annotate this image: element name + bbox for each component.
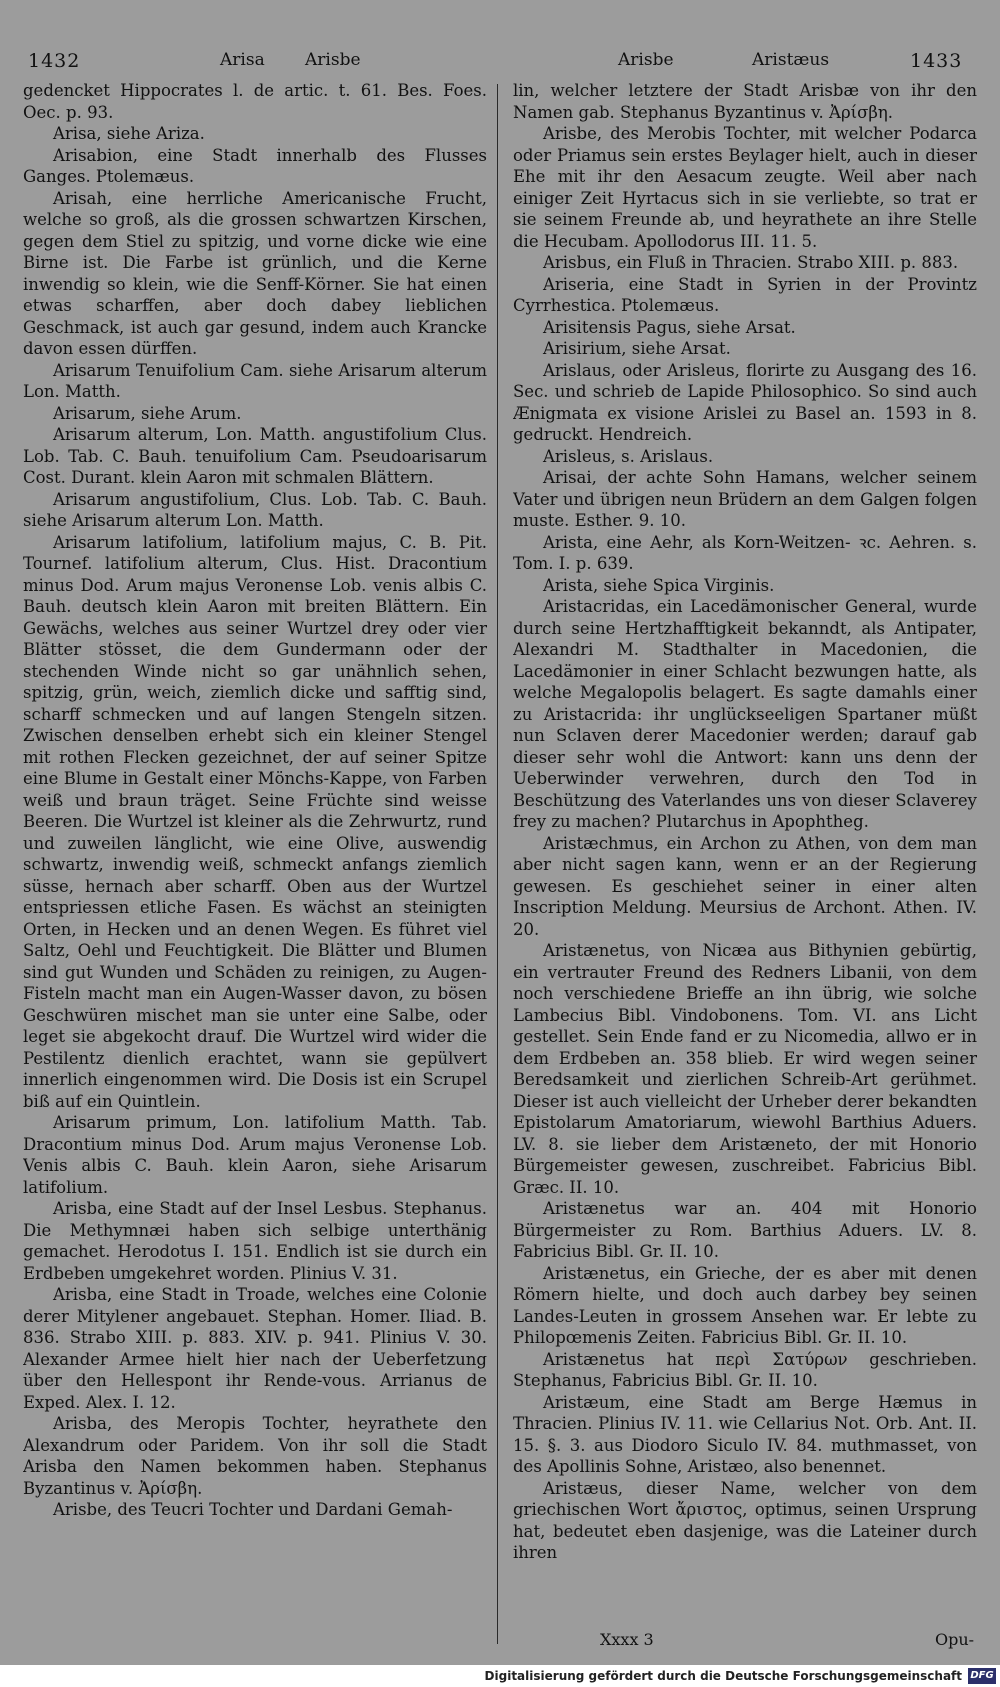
left-page-number: 1432 <box>28 50 81 72</box>
entry-paragraph: gedencket Hippocrates l. de artic. t. 61. Bes. Foes. Oec. p. 93. <box>23 81 487 122</box>
entry-paragraph: Arisirium, siehe Arsat. <box>543 339 731 358</box>
entry-paragraph: Arisarum angustifolium, Clus. Lob. Tab. C. Bauh. siehe Arisarum alterum Lon. Matth. <box>23 489 487 530</box>
entry-paragraph: Aristænetus hat περὶ Σατύρων geschrieben. Stephanus, Fabricius Bibl. Gr. II. 10. <box>513 1349 977 1390</box>
entry-paragraph: Arisarum Tenuifolium Cam. siehe Arisarum alterum Lon. Matth. <box>23 360 487 401</box>
entry-paragraph: Aristæum, eine Stadt am Berge Hæmus in Thracien. Plinius IV. 11. wie Cellarius Not. Orb. Ant. II. 15. §. 3. aus Diodoro Siculo IV. 84. muthmasset, von des Apollinis Sohne, Aristæo, also benennet. <box>513 1392 977 1476</box>
entry-paragraph: Arisarum latifolium, latifolium majus, C. B. Pit. Tournef. latifolium alterum, Clus. Hist. Dracontium minus Dod. Arum majus Veronense Lob. venis albis C. Bauh. deutsch klein Aaron mit breiten Blättern. Ein Gewächs, welches aus seiner Wurtzel drey oder vier Blätter stösset, die dem Gundermann oder der stechenden Winde nicht so gar unähnlich sehen, spitzig, grün, weich, ziemlich dicke und safftig sind, scharff schmecken und auf langen Stengeln sitzen. Zwischen denselben erhebt sich ein kleiner Stengel mit rothen Flecken gezeichnet, der auf seiner Spitze eine Blume in Gestalt einer Mönchs-Kappe, von Farben weiß und braun träget. Seine Früchte sind weisse Beeren. Die Wurtzel ist kleiner als die Zehrwurtz, rund und zuweilen länglicht, wie eine Olive, auswendig schwartz, inwendig weiß, schmeckt anfangs ziemlich süsse, hernach aber scharff. Oben aus der Wurtzel entspriessen etliche Fasen. Es wächst an steinigten Orten, in Hecken und an denen Wegen. Es führet viel Saltz, Oehl und Feuchtigkeit. Die Blätter und Blumen sind gut Wunden und Schäden zu reinigen, zu Augen-Fisteln macht man ein Augen-Wasser davon, zu bösen Geschwüren mischet man sie unter eine Salbe, oder leget sie abgekocht drauf. Die Wurtzel wird wider die Pestilentz dienlich erachtet, wann sie gepülvert innerlich eingenommen wird. Die Dosis ist ein Scrupel biß auf ein Quintlein. <box>23 532 487 1111</box>
entry-paragraph: lin, welcher letztere der Stadt Arisbæ von ihr den Namen gab. Stephanus Byzantinus v. Ἀρίσβη. <box>513 81 977 122</box>
left-text-column <box>23 80 487 1637</box>
right-header-word-1: Arisbe <box>618 50 674 70</box>
entry-paragraph: Arislaus, oder Arisleus, florirte zu Ausgang des 16. Sec. und schrieb de Lapide Philosophico. So sind auch Ænigmata ex visione Arislei zu Basel an. 1593 in 8. gedruckt. Hendreich. <box>513 360 977 444</box>
entry-paragraph: Arisah, eine herrliche Americanische Frucht, welche so groß, als die grossen schwartzen Kirschen, gegen dem Stiel zu spitzig, und vorne dicke wie eine Birne ist. Die Farbe ist grünlich, und die Kerne inwendig so klein, wie die Senff-Körner. Sie hat einen etwas scharffen, aber doch dabey lieblichen Geschmack, ist auch gar gesund, indem auch Krancke davon essen dürffen. <box>23 188 487 358</box>
right-page-number: 1433 <box>910 50 963 72</box>
entry-paragraph: Arisitensis Pagus, siehe Arsat. <box>543 317 796 337</box>
entry-paragraph: Arisai, der achte Sohn Hamans, welcher seinem Vater und übrigen neun Brüdern an dem Galgen folgen muste. Esther. 9. 10. <box>513 468 977 530</box>
entry-paragraph: Aristæus, dieser Name, welcher von dem griechischen Wort ἄριστος, optimus, seinen Ursprung hat, bedeutet eben dasjenige, was die Lateiner durch ihren <box>513 1478 977 1562</box>
column-divider <box>497 84 498 1644</box>
signature-mark: Xxxx 3 <box>600 1630 654 1649</box>
catchword: Opu- <box>935 1630 975 1649</box>
entry-paragraph: Aristænetus, von Nicæa aus Bithynien gebürtig, ein vertrauter Freund des Redners Libanii, von dem noch verschiedene Brieffe an ihn übrig, wie solche Lambecius Bibl. Vindobonens. Tom. VI. ans Licht gestellet. Sein Ende fand er zu Nicomedia, allwo er in dem Erdbeben an. 358 blieb. Er wird wegen seiner Beredsamkeit und zierlichen Schreib-Art gerühmet. Dieser ist auch vielleicht der Urheber derer bekandten Epistolarum Amatoriarum, wiewohl Barthius Aduers. LV. 8. sie lieber dem Aristæneto, der mit Honorio Bürgemeister gewesen, zuschreibet. Fabricius Bibl. Græc. II. 10. <box>513 941 977 1197</box>
entry-paragraph: Arisba, eine Stadt in Troade, welches eine Colonie derer Mitylener angebauet. Stephan. Homer. Iliad. B. 836. Strabo XIII. p. 883. XIV. p. 941. Plinius V. 30. Alexander Armee hielt hier nach der Ueberfetzung über den Hellespont ihr Rende-vous. Arrianus de Exped. Alex. I. 12. <box>23 1285 487 1412</box>
entry-paragraph: Arista, eine Aehr, als Korn-Weitzen- ꝛc. Aehren. s. Tom. I. p. 639. <box>513 532 977 573</box>
entry-paragraph: Arisleus, s. Arislaus. <box>543 446 714 466</box>
entry-paragraph: Arisa, siehe Ariza. <box>53 124 205 143</box>
entry-paragraph: Aristacridas, ein Lacedämonischer General, wurde durch seine Hertzhafftigkeit bekanndt, als Antipater, Alexandri M. Stadthalter in Macedonien, die Lacedämonier in einer Schlacht bezwungen hatte, als welche Megalopolis belagert. Es sagte damahls einer zu Aristacrida: ihr unglückseeligen Spartaner müßt nun Sclaven derer Macedonier werden; darauf gab dieser sehr wohl die Antwort: kann uns denn der Ueberwinder verwehren, durch den Tod in Beschützung des Vaterlandes uns von dieser Sclaverey frey zu machen? Plutarchus in Apophtheg. <box>513 597 977 831</box>
left-header-word-1: Arisa <box>220 50 265 70</box>
right-header-word-2: Aristæus <box>752 50 830 70</box>
right-text-column <box>513 80 977 1637</box>
entry-paragraph: Ariseria, eine Stadt in Syrien in der Provintz Cyrrhestica. Ptolemæus. <box>513 274 977 315</box>
entry-paragraph: Arisarum alterum, Lon. Matth. angustifolium Clus. Lob. Tab. C. Bauh. tenuifolium Cam. Pseudoarisarum Cost. Durant. klein Aaron mit schmalen Blättern. <box>23 425 487 487</box>
entry-paragraph: Aristæchmus, ein Archon zu Athen, von dem man aber nicht sagen kann, wenn er an der Regierung gewesen. Es geschiehet seiner in einer alten Inscription Meldung. Meursius de Archont. Athen. IV. 20. <box>513 833 977 939</box>
entry-paragraph: Arisarum primum, Lon. latifolium Matth. Tab. Dracontium minus Dod. Arum majus Veronense Lob. Venis albis C. Bauh. klein Aaron, siehe Arisarum latifolium. <box>23 1113 487 1197</box>
dfg-logo-icon: DFG <box>968 1668 996 1684</box>
entry-paragraph: Aristænetus war an. 404 mit Honorio Bürgermeister zu Rom. Barthius Aduers. LV. 8. Fabricius Bibl. Gr. II. 10. <box>513 1199 977 1261</box>
footer-credit-text: Digitalisierung gefördert durch die Deutsche Forschungsgemeinschaft <box>484 1669 962 1683</box>
right-page-header <box>510 50 1000 78</box>
entry-paragraph: Arista, siehe Spica Virginis. <box>543 575 775 595</box>
entry-paragraph: Arisbe, des Teucri Tochter und Dardani Gemah- <box>53 1500 453 1519</box>
entry-paragraph: Arisba, des Meropis Tochter, heyrathete den Alexandrum oder Paridem. Von ihr soll die Stadt Arisba den Namen bekommen haben. Stephanus Byzantinus v. Ἀρίσβη. <box>23 1414 487 1498</box>
left-page-header <box>0 50 490 78</box>
entry-paragraph: Aristænetus, ein Grieche, der es aber mit denen Römern hielte, und doch auch darbey bey seinen Landes-Leuten in grossem Ansehen war. Er lebte zu Philopœmenis Zeiten. Fabricius Bibl. Gr. II. 10. <box>513 1263 977 1347</box>
entry-paragraph: Arisba, eine Stadt auf der Insel Lesbus. Stephanus. Die Methymnæi haben sich selbige unterthänig gemachet. Herodotus I. 151. Endlich ist sie durch ein Erdbeben umgekehret worden. Plinius V. 31. <box>23 1199 487 1283</box>
entry-paragraph: Arisabion, eine Stadt innerhalb des Flusses Ganges. Ptolemæus. <box>23 145 487 186</box>
left-header-word-2: Arisbe <box>305 50 361 70</box>
entry-paragraph: Arisbe, des Merobis Tochter, mit welcher Podarca oder Priamus sein erstes Beylager hielt, auch in dieser Ehe mit ihr den Aesacum zeugte. Weil aber nach einiger Zeit Hyrtacus sich in sie verliebte, so trat er sie seinem Freunde ab, und heyrathete an ihre Stelle die Hecubam. Apollodorus III. 11. 5. <box>513 124 977 251</box>
entry-paragraph: Arisarum, siehe Arum. <box>53 403 242 423</box>
entry-paragraph: Arisbus, ein Fluß in Thracien. Strabo XIII. p. 883. <box>543 253 959 272</box>
digitization-footer <box>0 1665 1000 1687</box>
